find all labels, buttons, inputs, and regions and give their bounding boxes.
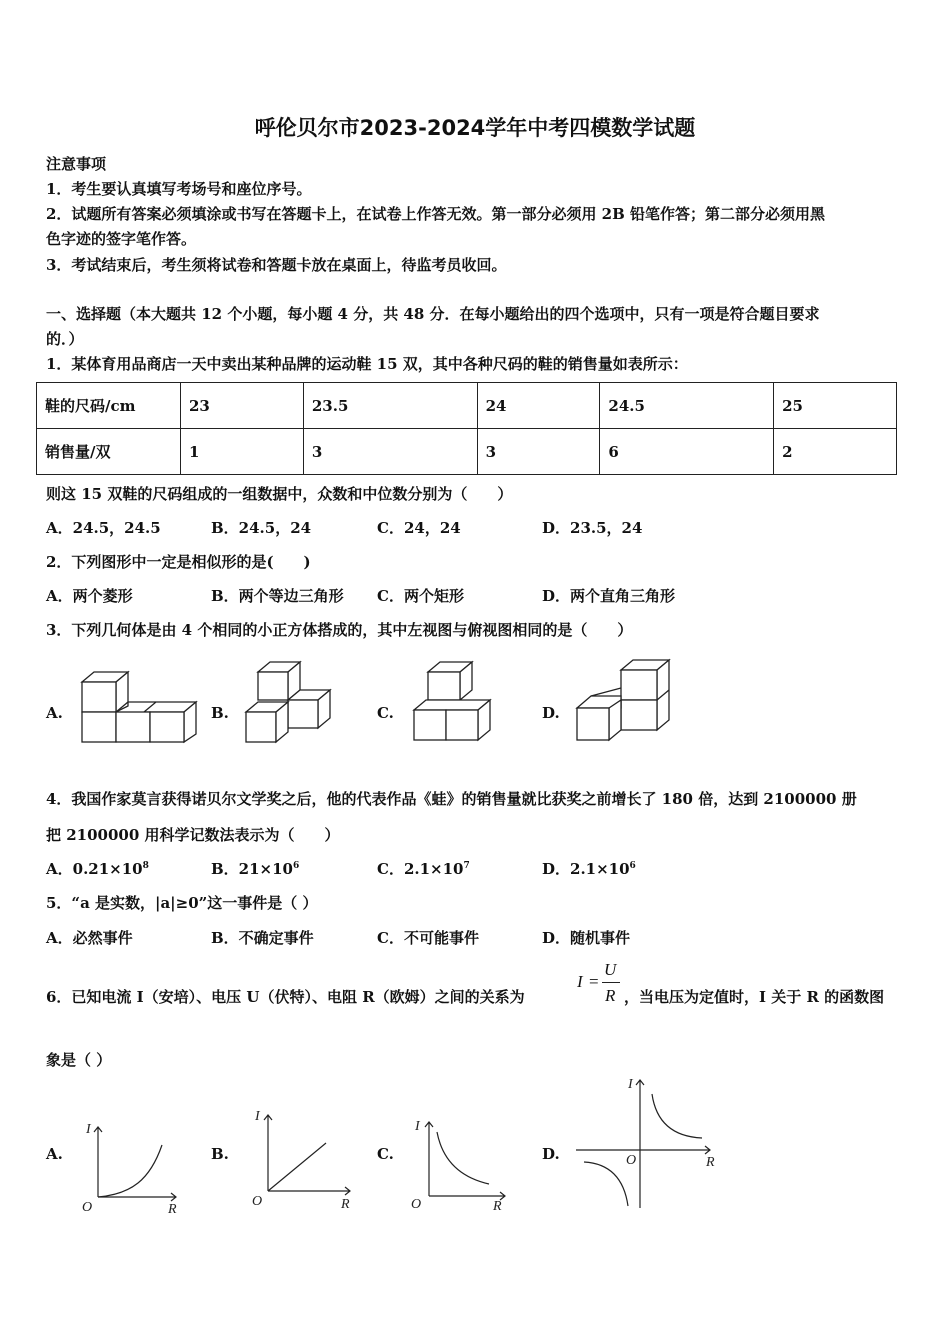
q5-option-d: D．随机事件 — [542, 929, 631, 947]
table-cell: 3 — [477, 429, 600, 475]
q1-option-c: C．24，24 — [377, 519, 461, 537]
origin-label: O — [626, 1153, 637, 1168]
q6-text-1: 6．已知电流 I（安培）、电压 U（伏特）、电阻 R（欧姆）之间的关系为 — [46, 988, 525, 1006]
exponent: 6 — [629, 861, 636, 871]
q6-label-c: C. — [377, 1145, 394, 1163]
notice-item-3: 3．考试结束后，考生须将试卷和答题卡放在桌面上，待监考员收回。 — [46, 256, 507, 274]
q5-option-c: C．不可能事件 — [377, 929, 479, 947]
table-cell: 3 — [303, 429, 477, 475]
q6-text-3: 象是（ ） — [46, 1051, 112, 1069]
formula-eq: = — [589, 972, 599, 991]
q5-stem: 5．“a 是实数，|a|≥0”这一事件是（ ） — [46, 894, 318, 912]
q1-option-a: A．24.5，24.5 — [46, 519, 161, 537]
shoe-size-table — [36, 382, 897, 475]
q2-option-c: C．两个矩形 — [377, 587, 464, 605]
q2-option-a: A．两个菱形 — [46, 587, 133, 605]
q3-stem: 3．下列几何体是由 4 个相同的小正方体搭成的，其中左视图与俯视图相同的是（ ） — [46, 621, 633, 639]
axis-label-x: R — [706, 1155, 715, 1170]
graph-b — [244, 1105, 359, 1215]
table-cell: 6 — [600, 429, 774, 475]
formula-lhs: I — [577, 972, 583, 991]
notice-heading: 注意事项 — [46, 155, 107, 173]
table-cell: 24.5 — [600, 383, 774, 429]
origin-label: O — [411, 1197, 422, 1212]
table-cell: 24 — [477, 383, 600, 429]
table-cell: 1 — [181, 429, 304, 475]
option-text: A．0.21×10 — [46, 860, 143, 878]
cube-figure-b — [244, 660, 336, 744]
graph-a — [78, 1115, 188, 1215]
origin-label: O — [252, 1194, 263, 1209]
q6-text-2: ，当电压为定值时，I 关于 R 的函数图 — [624, 988, 885, 1006]
q6-label-b: B. — [211, 1145, 229, 1163]
cube-figure-d — [575, 658, 673, 744]
q5-option-a: A．必然事件 — [46, 929, 133, 947]
table-cell: 23 — [181, 383, 304, 429]
page-title: 呼伦贝尔市2023-2024学年中考四模数学试题 — [254, 116, 696, 140]
section-heading: 一、选择题（本大题共 12 个小题，每小题 4 分，共 48 分．在每小题给出的四个选项中，只有一项是符合题目要求 — [46, 305, 820, 323]
q2-option-b: B．两个等边三角形 — [211, 587, 344, 605]
q4-line1: 4．我国作家莫言获得诺贝尔文学奖之后，他的代表作品《蛙》的销售量就比获奖之前增长了 180 倍，达到 2100000 册 — [46, 790, 857, 808]
q1-option-d: D．23.5，24 — [542, 519, 643, 537]
q2-stem: 2．下列图形中一定是相似形的是( ) — [46, 553, 311, 571]
q6-label-d: D. — [542, 1145, 560, 1163]
q1-question: 则这 15 双鞋的尺码组成的一组数据中，众数和中位数分别为（ ） — [46, 485, 513, 503]
q3-label-c: C. — [377, 704, 394, 722]
axis-label-y: I — [255, 1109, 260, 1124]
q5-option-b: B．不确定事件 — [211, 929, 314, 947]
q1-option-b: B．24.5，24 — [211, 519, 312, 537]
axis-label-x: R — [341, 1197, 350, 1212]
exponent: 7 — [463, 861, 470, 871]
cube-figure-c — [412, 660, 494, 744]
notice-item-2: 2．试题所有答案必须填涂或书写在答题卡上，在试卷上作答无效。第一部分必须用 2B 铅笔作答；第二部分必须用黑 — [46, 205, 826, 223]
q3-label-d: D. — [542, 704, 560, 722]
axis-label-x: R — [493, 1199, 502, 1214]
table-cell: 25 — [774, 383, 897, 429]
q3-label-a: A. — [46, 704, 63, 722]
table-cell: 销售量/双 — [37, 429, 181, 475]
option-text: B．21×10 — [211, 860, 293, 878]
q4-option-a — [46, 858, 149, 879]
axis-label-y: I — [86, 1122, 91, 1137]
q4-option-b — [211, 858, 299, 879]
q1-stem: 1．某体育用品商店一天中卖出某种品牌的运动鞋 15 双，其中各种尺码的鞋的销售量如表所示： — [46, 355, 688, 373]
fraction-bar — [602, 982, 620, 983]
graph-d — [572, 1074, 722, 1214]
table-cell: 2 — [774, 429, 897, 475]
formula-numerator: U — [604, 960, 617, 979]
table-cell: 23.5 — [303, 383, 477, 429]
formula-denominator: R — [605, 986, 616, 1005]
notice-item-1: 1．考生要认真填写考场号和座位序号。 — [46, 180, 312, 198]
q2-option-d: D．两个直角三角形 — [542, 587, 676, 605]
graph-c — [407, 1112, 512, 1215]
q4-line2: 把 2100000 用科学记数法表示为（ ） — [46, 826, 340, 844]
origin-label: O — [82, 1200, 93, 1215]
table-row — [37, 383, 897, 429]
table-cell: 鞋的尺码/cm — [37, 383, 181, 429]
cube-figure-a — [78, 670, 198, 746]
exponent: 8 — [142, 861, 149, 871]
option-text: D．2.1×10 — [542, 860, 630, 878]
option-text: C．2.1×10 — [377, 860, 464, 878]
q6-label-a: A. — [46, 1145, 63, 1163]
section-heading-cont: 的．） — [46, 330, 84, 348]
axis-label-x: R — [168, 1202, 177, 1217]
q3-label-b: B. — [211, 704, 229, 722]
notice-item-2-cont: 色字迹的签字笔作答。 — [46, 230, 197, 248]
table-row — [37, 429, 897, 475]
axis-label-y: I — [628, 1077, 633, 1092]
axis-label-y: I — [415, 1119, 420, 1134]
q4-option-c — [377, 858, 470, 879]
q4-option-d — [542, 858, 636, 879]
exponent: 6 — [293, 861, 300, 871]
